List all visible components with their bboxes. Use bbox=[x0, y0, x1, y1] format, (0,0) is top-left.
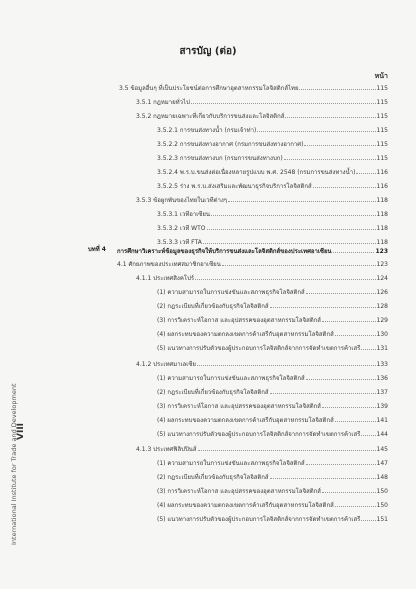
toc-entry[interactable]: (5) แนวทางการปรับตัวของผู้ประกอบการโลจิสติกส์จากการจัดทำเขตการค้าเสรี 151 bbox=[157, 513, 388, 523]
toc-entry[interactable]: 4.1.2 ประเทศมาเลเซีย 133 bbox=[136, 358, 388, 368]
toc-entry[interactable]: (1) ความสามารถในการแข่งขันและสภาพธุรกิจโลจิสติกส์ 126 bbox=[157, 286, 388, 296]
toc-entry[interactable]: 3.5.3.3 เวที FTA 118 bbox=[157, 236, 388, 246]
toc-entry[interactable]: 4.1.3 ประเทศฟิลิปปินส์ 145 bbox=[136, 443, 388, 453]
toc-entry[interactable]: 3.5.2 กฎหมายเฉพาะที่เกี่ยวกับบริการขนส่งและโลจิสติกส์ 115 bbox=[136, 110, 388, 120]
toc-entry[interactable]: (1) ความสามารถในการแข่งขันและสภาพธุรกิจโลจิสติกส์ 136 bbox=[157, 372, 388, 382]
toc-entry[interactable]: (3) การวิเคราะห์โอกาส และอุปสรรคของอุตสาหกรรมโลจิสติกส์ 129 bbox=[157, 314, 388, 324]
chapter-label: บทที่ 4 bbox=[88, 246, 106, 253]
toc-chapter-entry[interactable]: การศึกษาวิเคราะห์ข้อมูลของธุรกิจให้บริการขนส่งและโลจิสติกส์ของประเทศอาเซียน 123 bbox=[117, 245, 388, 255]
toc-entry[interactable]: (4) ผลกระทบของความตกลงเขตการค้าเสรีกับอุตสาหกรรมโลจิสติกส์ 150 bbox=[157, 499, 388, 509]
toc-entry[interactable]: 4.1.1 ประเทศสิงคโปร์ 124 bbox=[136, 272, 388, 282]
toc-entry[interactable]: 3.5 ข้อมูลอื่นๆ ที่เป็นประโยชน์ต่อการศึกษาอุตสาหกรรมโลจิสติกส์ไทย 115 bbox=[119, 82, 388, 92]
roman-page-number: VIII bbox=[16, 422, 26, 440]
toc-entry[interactable]: 3.5.2.1 การขนส่งทางน้ำ (กรมเจ้าท่า) 115 bbox=[157, 124, 388, 134]
toc-entry[interactable]: (3) การวิเคราะห์โอกาส และอุปสรรคของอุตสาหกรรมโลจิสติกส์ 150 bbox=[157, 485, 388, 495]
toc-entry[interactable]: 3.5.2.3 การขนส่งทางบก (กรมการขนส่งทางบก) 115 bbox=[157, 152, 388, 162]
toc-entry[interactable]: 3.5.1 กฎหมายทั่วไป 115 bbox=[136, 96, 388, 106]
toc-entry[interactable]: (2) กฎระเบียบที่เกี่ยวข้องกับธุรกิจโลจิสติกส์ 148 bbox=[157, 471, 388, 481]
toc-entry[interactable]: 3.5.2.5 ร่าง พ.ร.บ.ส่งเสริมและพัฒนาธุรกิจบริการโลจิสติกส์ 116 bbox=[157, 180, 388, 190]
toc-entry[interactable]: (2) กฎระเบียบที่เกี่ยวข้องกับธุรกิจโลจิสติกส์ 137 bbox=[157, 386, 388, 396]
toc-entry[interactable]: (5) แนวทางการปรับตัวของผู้ประกอบการโลจิสติกส์จากการจัดทำเขตการค้าเสรี 144 bbox=[157, 428, 388, 438]
toc-entry[interactable]: 3.5.2.4 พ.ร.บ.ขนส่งต่อเนื่องหลายรูปแบบ พ.ศ. 2548 (กรมการขนส่งทางน้ำ) 116 bbox=[157, 166, 388, 176]
page-column-header: หน้า bbox=[374, 72, 388, 80]
vertical-margin-text: International Institute for Trade and Development bbox=[10, 383, 18, 545]
page-title: สารบัญ (ต่อ) bbox=[179, 46, 237, 57]
toc-entry[interactable]: (4) ผลกระทบของความตกลงเขตการค้าเสรีกับอุตสาหกรรมโลจิสติกส์ 141 bbox=[157, 414, 388, 424]
toc-entry[interactable]: (3) การวิเคราะห์โอกาส และอุปสรรคของอุตสาหกรรมโลจิสติกส์ 139 bbox=[157, 400, 388, 410]
toc-entry[interactable]: 3.5.3 ข้อผูกพันของไทยในเวทีต่างๆ 118 bbox=[136, 194, 388, 204]
toc-entry[interactable]: 3.5.2.2 การขนส่งทางอากาศ (กรมการขนส่งทางอากาศ) 115 bbox=[157, 138, 388, 148]
toc-entry[interactable]: (1) ความสามารถในการแข่งขันและสภาพธุรกิจโลจิสติกส์ 147 bbox=[157, 457, 388, 467]
toc-entry[interactable]: (4) ผลกระทบของความตกลงเขตการค้าเสรีกับอุตสาหกรรมโลจิสติกส์ 130 bbox=[157, 328, 388, 338]
toc-entry[interactable]: 3.5.3.2 เวที WTO 118 bbox=[157, 222, 388, 232]
toc-entry[interactable]: 4.1 ศักยภาพของประเทศสมาชิกอาเซียน 123 bbox=[117, 258, 388, 268]
toc-entry[interactable]: (5) แนวทางการปรับตัวของผู้ประกอบการโลจิสติกส์จากการจัดทำเขตการค้าเสรี 131 bbox=[157, 342, 388, 352]
toc-entry[interactable]: (2) กฎระเบียบที่เกี่ยวข้องกับธุรกิจโลจิสติกส์ 128 bbox=[157, 300, 388, 310]
toc-entry[interactable]: 3.5.3.1 เวทีอาเซียน 118 bbox=[157, 208, 388, 218]
